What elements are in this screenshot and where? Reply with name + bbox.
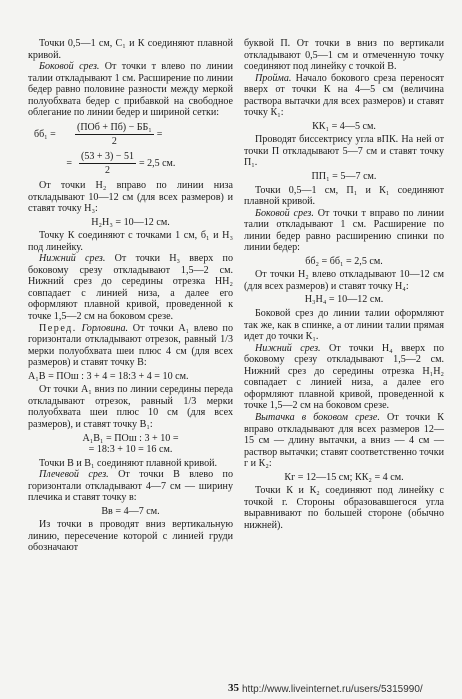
paragraph-side-seam — [28, 61, 233, 119]
paragraph-body: От точки А₁ влево по горизонтали откладывают отрезок, равный 1/3 мерки полуобхвата шеи плюс 4 см (для всех размеров) и ставят точку В: — [28, 322, 233, 369]
section-heading: Перед. — [39, 322, 77, 334]
paragraph: От точки Н₂ влево откладывают 10—12 см (для всех размеров) и ставят точку Н₄: — [244, 269, 444, 292]
section-heading: Пройма. — [255, 72, 292, 84]
formula: КК₁ = 4—5 см. — [312, 120, 376, 132]
section-heading: Нижний срез. — [39, 253, 106, 265]
paragraph: Проводят биссектрису угла вПК. На ней от точки П откладывают 5—7 см и ставят точку П₁. — [244, 134, 444, 169]
formula-lhs: бб₁ = — [34, 129, 56, 141]
paragraph: Точки 0,5—1 см, П₁ и К₁ соединяют плавной кривой. — [244, 184, 444, 208]
formula: ПП₁ = 5—7 см. — [311, 171, 377, 183]
section-heading: Вытачка в боковом срезе. — [255, 411, 380, 423]
paragraph: буквой П. От точки в вниз по вертикали откладывают 0,5—1 см и отмеченную точку соединяют под линейку с точкой В. — [244, 38, 444, 73]
formula: А₁В₁ = ПОш : 3 + 10 = — [82, 432, 179, 444]
paragraph-lower-edge-front — [244, 343, 444, 412]
fraction-numerator: (ПОб + Пб) − ББ₁ — [75, 122, 154, 136]
formula-tail: = 2,5 см. — [138, 158, 176, 170]
fraction-numerator: (53 + 3) − 51 — [79, 151, 136, 165]
formula: А₁В = ПОш : 3 + 4 = 18:3 + 4 = 10 см. — [28, 370, 189, 382]
paragraph: Точки В и В₁ соединяют плавной кривой. — [39, 457, 218, 469]
paragraph-body: От точки К вправо откладывают для всех размеров 12—15 см — длину вытачки, а вниз — 4 см — раствор вытачки; ставят соответственно точки г и К₂: — [244, 411, 445, 470]
formula-tail: = — [156, 129, 163, 141]
formula: Н₃Н₄ = 10—12 см. — [304, 294, 384, 306]
left-column — [28, 38, 233, 554]
paragraph-body: Начало бокового среза переносят вверх от точки К на 4—5 см (величина раствора вытачки для всех размеров) и ставят точку К₁: — [244, 72, 444, 119]
fraction-denominator: 2 — [111, 136, 117, 148]
paragraph-armhole — [244, 73, 444, 119]
section-subheading: Горловина. — [81, 322, 129, 334]
paragraph-body: От точки Н₃ вверх по боковому срезу откладывают 1,5—2 см. Нижний срез до середины отрезка НН₂ совпадает с линией низа, а далее его оформляют плавной кривой, проведенной к точке 1,5—2 см на боковом срезе. — [28, 253, 234, 323]
paragraph: Боковой срез до линии талии оформляют так же, как в спинке, а от линии талии прямая идет до точки К₁. — [244, 308, 444, 343]
paragraph-lower-edge — [28, 253, 233, 322]
right-column — [244, 38, 444, 531]
section-heading: Нижний срез. — [255, 342, 321, 354]
paragraph: От точки А₁ вниз по линии середины переда откладывают отрезок, равный 1/3 мерки полуобхвата шеи плюс 10 см (для всех размеров), и ставят точку В₁: — [28, 384, 233, 430]
paragraph-shoulder-seam — [28, 469, 233, 504]
page-number: 35 — [228, 682, 239, 694]
paragraph-front-neckline — [28, 323, 233, 369]
formula: Кг = 12—15 см; КК₂ = 4 см. — [284, 471, 404, 483]
paragraph-body: От точки т вправо по линии талии откладывают 1 см. Расширение по линии бедер равно расширению спинки по линии бедер: — [244, 207, 444, 254]
paragraph: Точки К и К₂ соединяют под линейку с точкой г. Стороны образовавшегося угла выравнивают по большей стороне (обычно нижней). — [244, 485, 444, 531]
source-url-watermark[interactable]: http://www.liveinternet.ru/users/5315990/ — [242, 684, 423, 695]
formula: = 18:3 + 10 = 16 см. — [88, 444, 173, 456]
paragraph-body: От точки Н₄ вверх по боковому срезу откладывают 1,5—2 см. Нижний срез до середины отрезка Н₁Н₂ совпадает с линией низа, а далее его оформляют плавной кривой, проведенной к точке 1,5—2 см на боковом срезе. — [244, 342, 444, 412]
section-heading: Боковой срез. — [255, 207, 314, 219]
formula-hip-extension-calc — [34, 151, 233, 177]
paragraph: Точки 0,5—1 см, С₁ и К соединяют плавной кривой. — [28, 38, 233, 61]
paragraph-side-seam-front — [244, 208, 444, 254]
formula: бб₂ = бб₁ = 2,5 см. — [305, 255, 383, 267]
paragraph: Точку К соединяют с точками 1 см, б₁ и Н₃ под линейку. — [28, 230, 233, 253]
formula: Вв = 4—7 см. — [101, 505, 160, 517]
formula-hip-extension — [34, 122, 233, 148]
fraction-denominator: 2 — [104, 165, 110, 177]
section-heading: Плечевой срез. — [39, 469, 109, 481]
section-heading: Боковой срез. — [39, 61, 100, 73]
paragraph: Из точки в проводят вниз вертикальную линию, пересечение которой с линией груди обозначают — [28, 519, 233, 554]
formula-lhs: = — [66, 158, 72, 170]
paragraph-body: От точки т влево по линии талии откладывают 1 см. Расширение по линии бедер равно половине разности между меркой полуобхвата бедер с прибавкой на свободное облегание по линии бедер и шириной сетки: — [28, 61, 233, 119]
formula: Н₂Н₃ = 10—12 см. — [91, 216, 170, 228]
paragraph: От точки Н₂ вправо по линии низа откладывают 10—12 см (для всех размеров) и ставят точку Н₃: — [28, 180, 233, 215]
fraction — [75, 122, 154, 148]
paragraph-side-dart — [244, 412, 444, 470]
fraction — [79, 151, 136, 177]
paragraph-body: От точки В влево по горизонтали откладывают 4—7 см — ширину плечика и ставят точку в: — [28, 469, 233, 504]
